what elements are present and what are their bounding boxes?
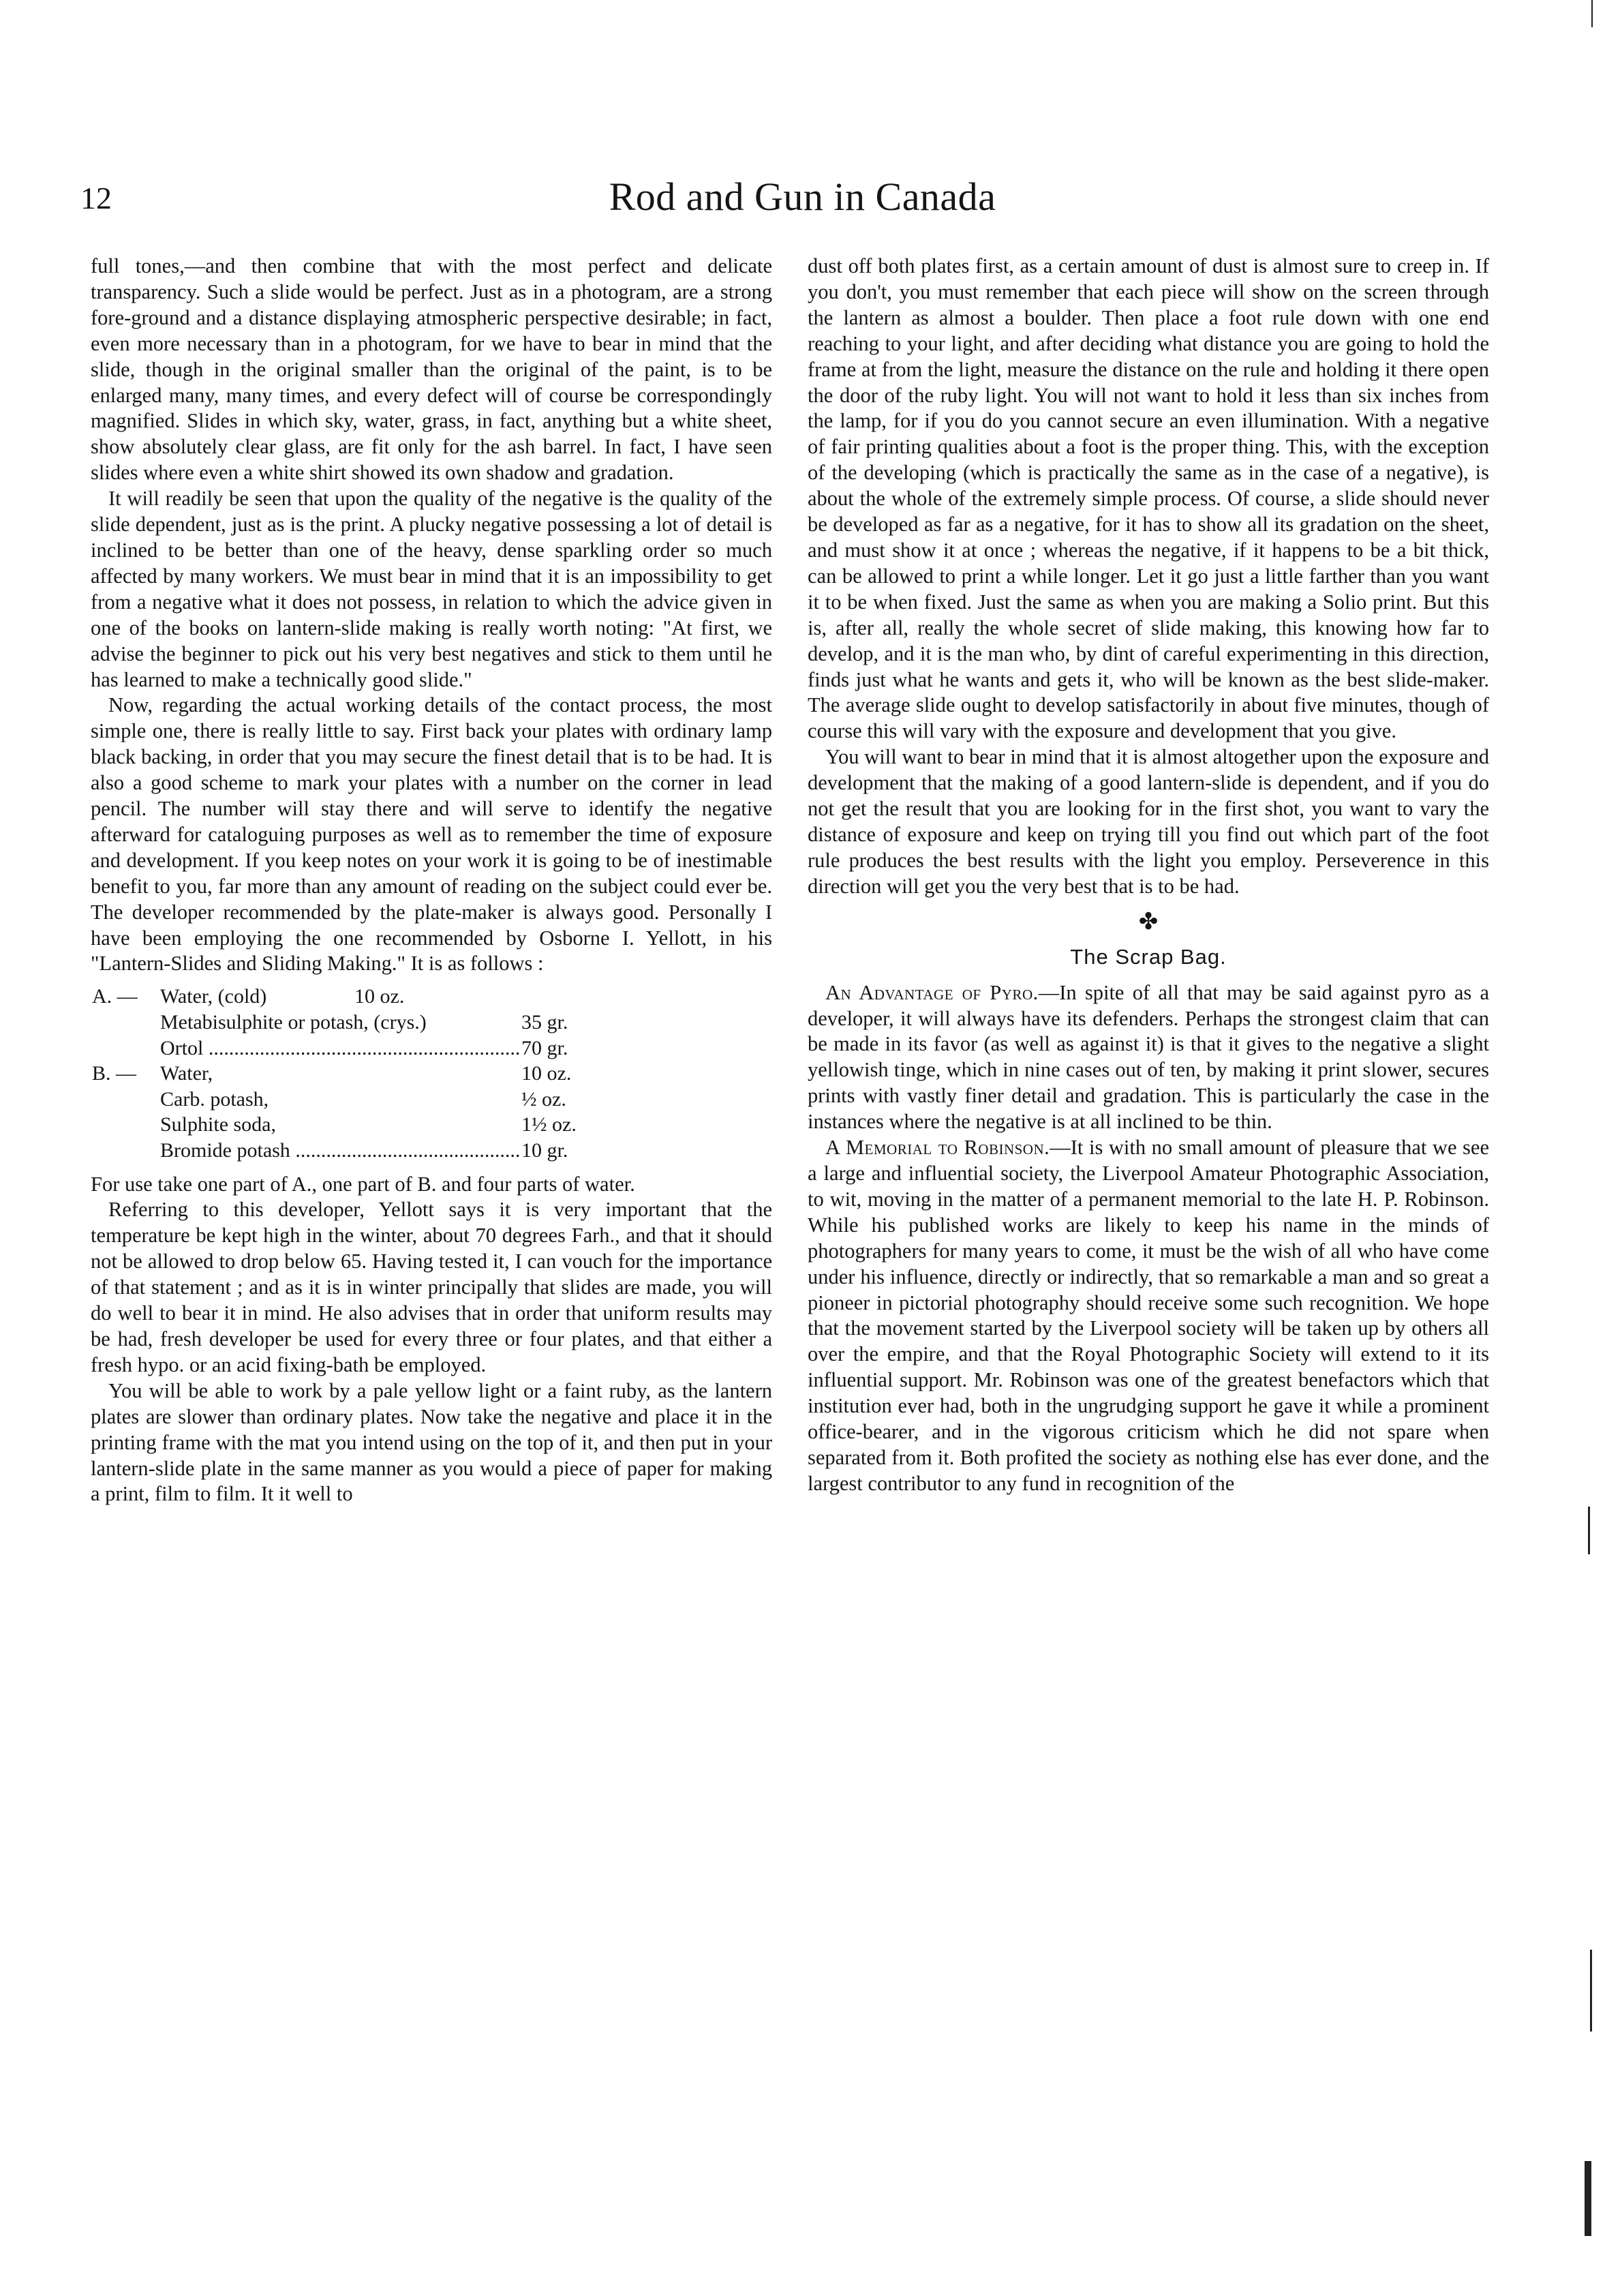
developer-recipe [91,984,772,1163]
scan-edge-mark [1585,2161,1591,2236]
recipe-amount: 10 oz. [354,985,405,1008]
recipe-amount: 1½ oz. [521,1113,577,1136]
recipe-ingredient: Bromide potash ..... [160,1138,521,1164]
scrap-item-lead: An Advantage of Pyro. [825,980,1039,1004]
scan-edge-mark [1590,1950,1592,2031]
scrap-item-lead: A Memorial to Robinson. [825,1136,1050,1160]
recipe-b-label: B. — [92,1062,137,1085]
recipe-amount: 10 gr. [521,1138,568,1162]
recipe-amount: 70 gr. [521,1036,568,1059]
left-paragraph-2: It will readily be seen that upon the quality of the negative is the quality of the slide dependent, just as is the print. A plucky negative possessing a lot of detail is inclined to be better than one of the heavy, dense sparkling order so much affected by many workers. We must bear in mind that it is an impossibility to get from a negative what it does not possess, in relation to which the advice given in one of the books on lantern-slide making is really worth noting: "At first, we advise the beginner to pick out his very best negatives and stick to them until he has learned to make a technically good slide." [91,487,772,691]
scrap-item-body: —It is with no small amount of pleasure that we see a large and influential society, the Liverpool Amateur Photographic Association, to wit, moving in the matter of a permanent memorial to the late H. P. Robinson. While his published works are likely to keep his name in the minds of photographers for many years to come, it must be the wish of all who have come under his influence, directly or indirectly, that so remarkable a man and so great a pioneer in pictorial photography should receive some such recognition. We hope that the movement started by the Liverpool society will be taken up by others all over the empire, and that the Royal Photographic Society will extend to it its influential support. Mr. Robinson was one of the greatest benefactors which that institution ever had, both in the ungrudging support he gave it while a prominent office-bearer, and in the vigorous criticism which he did not spare when separated from it. Both profited the society as nothing else has ever done, and the largest contributor to any fund in recognition of the [808,1136,1489,1495]
recipe-ingredient: Ortol ..... [160,1036,521,1061]
recipe-ingredient: Water, [160,1062,213,1085]
left-column [91,254,772,1507]
recipe-a-label: A. — [92,985,138,1008]
recipe-amount: 10 oz. [521,1062,572,1085]
recipe-row-b-sulph [91,1112,772,1138]
section-heading: The Scrap Bag. [1070,944,1227,969]
left-paragraph-6: You will be able to work by a pale yellow light or a faint ruby, as the lantern plates are slower than ordinary plates. Now take the negative and place it in the printing frame with the mat you intend using on the top of it, and then put in your lantern-slide plate in the same manner as you would a piece of paper for making a print, film to film. It it well to [91,1378,772,1506]
recipe-amount: 35 gr. [521,1010,568,1033]
right-paragraph-1: dust off both plates first, as a certain amount of dust is almost sure to creep in. If you don't, you must remember that each piece will show on the screen through the lantern as almost a boulder. Then place a foot rule down with one end reaching to your light, and after deciding what distance you are going to hold the frame at from the light, measure the distance on the rule and holding it there open the door of the ruby light. You will not want to hold it less than six inches from the lamp, for if you do you cannot secure an even illumination. With a negative of fair printing qualities about a foot is the proper thing. This, with the exception of the developing (which is practically the same as in the case of a negative), is about the whole of the extremely simple process. Of course, a slide should never be developed as far as a negative, for it has to show all its gradation on the sheet, and must show it at once ; whereas the negative, if it happens to be a bit thick, can be allowed to print a while longer. Let it go just a little farther than you want it to be when fixed. Just the same as when you are making a Solio print. But this is, after all, really the whole secret of slide making, this knowing how far to develop, and it is the man who, by dint of careful experimenting in this direction, finds just what he wants and gets it, who will be known as the best slide-maker. The average slide ought to develop satisfactorily in about five minutes, though of course this will vary with the exposure and development that you give. [808,254,1489,743]
recipe-ingredient: Water, (cold) [160,985,267,1008]
recipe-row-b-brom [91,1138,772,1164]
right-paragraph-2: You will want to bear in mind that it is almost altogether upon the exposure and development that the making of a good lantern-slide is dependent, and if you do not get the result that you are looking for in the first shot, you want to vary the distance of exposure and keep on trying till you find out which part of the foot rule produces the best results with the light you employ. Perseverence in this direction will get you the very best that is to be had. [808,745,1489,898]
scan-edge-mark [1591,0,1593,27]
page-number: 12 [80,181,112,215]
scan-edge-mark [1588,1507,1590,1554]
recipe-row-b-carb [91,1087,772,1113]
left-paragraph-1: full tones,—and then combine that with the most perfect and delicate transparency. Such a slide would be perfect. Just as in a photogram, are a strong fore-ground and a distance displaying atmospheric perspective desirable; in fact, even more necessary than in a photogram, for we have to bear in mind that the slide, though in the original smaller than the original of the paint, is to be enlarged many, many times, and every defect will of course be correspondingly magnified. Slides in which sky, water, grass, in fact, anything but a white sheet, show absolutely clear glass, are fit only for the ash barrel. In fact, I have seen slides where even a white shirt showed its own shadow and gradation. [91,254,772,485]
scrap-item-body: —In spite of all that may be said against pyro as a developer, it will always have its defenders. Perhaps the strongest claim that can be made in its favor (as well as against it) is that it gives to the negative a slight yellowish tinge, which in nine cases out of ten, by making it print slower, secures prints with vastly finer detail and gradation. This is particularly the case in the instances where the negative is at all inclined to be thin. [808,980,1489,1134]
right-column [808,254,1489,1497]
recipe-row-b-water [91,1061,772,1087]
left-paragraph-5: Referring to this developer, Yellott says it is very important that the temperature be kept high in the winter, about 70 degrees Farh., and that it should not be allowed to drop below 65. Having tested it, I can vouch for the importance of that statement ; and as it is in winter principally that slides are made, you will do well to bear it in mind. He also advises that in order that uniform results may be had, fresh developer be used for every three or four plates, and that either a fresh hypo. or an acid fixing-bath be employed. [91,1198,772,1376]
left-paragraph-4: For use take one part of A., one part of B. and four parts of water. [91,1172,635,1196]
recipe-amount: ½ oz. [521,1087,566,1111]
recipe-ingredient: Sulphite soda, [160,1113,276,1136]
recipe-ingredient: Carb. potash, [160,1087,269,1111]
recipe-row-a-water [91,984,772,1010]
section-ornament: ✤ [1138,909,1159,935]
scrap-item-memorial [808,1135,1489,1497]
recipe-ingredient: Metabisulphite or potash, (crys.) [160,1010,427,1033]
left-paragraph-3: Now, regarding the actual working details of the contact process, the most simple one, there is really little to say. First back your plates with ordinary lamp black backing, in order that you may secure the finest detail that is to be had. It is also a good scheme to mark your plates with a number on the corner in lead pencil. The number will stay there and will serve to identify the negative afterward for cataloguing purposes as well as to remember the time of exposure and development. If you keep notes on your work it is going to be of inestimable benefit to you, far more than any amount of reading on the subject could ever be. The developer recommended by the plate-maker is always good. Personally I have been employing the one recommended by Osborne I. Yellott, in his "Lantern-Slides and Sliding Making." It is as follows : [91,693,772,976]
recipe-row-a-ortol [91,1036,772,1061]
scrap-item-pyro [808,980,1489,1135]
recipe-row-a-meta [91,1010,772,1036]
page-title: Rod and Gun in Canada [609,175,996,219]
